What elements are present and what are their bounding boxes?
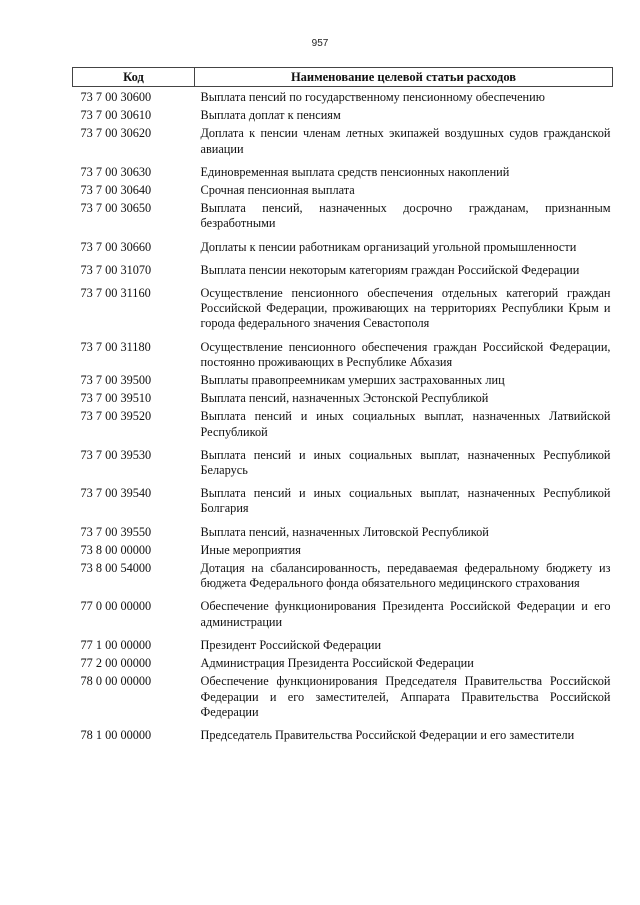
row-code: 73 7 00 30640 xyxy=(80,183,152,198)
header-code: Код xyxy=(73,68,195,87)
row-code: 73 7 00 30610 xyxy=(80,108,152,123)
row-name: Доплата к пенсии членам летных экипажей воздушных судов гражданской авиации xyxy=(200,126,611,156)
table-row xyxy=(73,725,613,743)
row-code: 73 7 00 30660 xyxy=(80,239,152,254)
row-code: 73 7 00 31160 xyxy=(80,286,151,301)
row-name: Выплата пенсий и иных социальных выплат, назначенных Республикой Болгария xyxy=(200,486,611,516)
table-row xyxy=(73,260,613,283)
header-name: Наименование целевой статьи расходов xyxy=(195,68,613,87)
row-code: 77 0 00 00000 xyxy=(80,599,152,614)
row-code: 73 7 00 31070 xyxy=(80,262,152,277)
table-row xyxy=(73,406,613,444)
table-row xyxy=(73,105,613,123)
table-row xyxy=(73,445,613,483)
row-name: Доплаты к пенсии работникам организаций угольной промышленности xyxy=(200,239,577,254)
row-code: 78 0 00 00000 xyxy=(80,674,152,689)
row-name: Выплата пенсий по государственному пенсионному обеспечению xyxy=(200,90,545,104)
table-row xyxy=(73,283,613,337)
row-code: 73 7 00 39500 xyxy=(80,373,152,388)
row-name: Администрация Президента Российской Федерации xyxy=(200,656,474,671)
table-row xyxy=(73,237,613,260)
table-row xyxy=(73,558,613,596)
table-row xyxy=(73,370,613,388)
table-row xyxy=(73,483,613,521)
table-row xyxy=(73,635,613,653)
row-name: Обеспечение функционирования Председателя Правительства Российской Федерации и его заместителей, Аппарата Правительства Российской Федерации xyxy=(200,674,611,719)
table-row xyxy=(73,540,613,558)
row-code: 73 8 00 54000 xyxy=(80,561,152,576)
row-code: 78 1 00 00000 xyxy=(80,727,152,742)
row-name: Выплата пенсий, назначенных Литовской Республикой xyxy=(200,524,489,539)
row-code: 73 7 00 30600 xyxy=(80,90,152,104)
page-number: 957 xyxy=(311,38,329,49)
row-name: Выплата пенсий, назначенных досрочно гражданам, признанным безработными xyxy=(200,201,611,231)
table-row xyxy=(73,522,613,540)
table-row xyxy=(73,162,613,180)
row-code: 73 7 00 39530 xyxy=(80,447,152,462)
row-name: Обеспечение функционирования Президента Российской Федерации и его администрации xyxy=(200,599,611,629)
row-name: Выплаты правопреемникам умерших застрахованных лиц xyxy=(200,373,505,388)
row-code: 73 8 00 00000 xyxy=(80,542,152,557)
row-code: 73 7 00 39520 xyxy=(80,409,152,424)
table-header-row xyxy=(73,68,613,87)
row-code: 73 7 00 31180 xyxy=(80,339,151,354)
row-name: Выплата пенсии некоторым категориям граждан Российской Федерации xyxy=(200,262,580,277)
table-row xyxy=(73,198,613,236)
row-code: 73 7 00 30630 xyxy=(80,164,152,179)
table-row xyxy=(73,653,613,671)
row-name: Выплата пенсий и иных социальных выплат, назначенных Латвийской Республикой xyxy=(200,409,611,439)
row-code: 73 7 00 39510 xyxy=(80,391,152,406)
row-code: 73 7 00 30650 xyxy=(80,201,152,216)
row-code: 77 2 00 00000 xyxy=(80,656,152,671)
row-code: 73 7 00 30620 xyxy=(80,126,152,141)
row-code: 73 7 00 39550 xyxy=(80,524,152,539)
table-row xyxy=(73,388,613,406)
budget-items-table xyxy=(72,67,613,743)
row-name: Выплата доплат к пенсиям xyxy=(200,108,341,123)
row-name: Дотация на сбалансированность, передаваемая федеральному бюджету из бюджета Федерального фонда обязательного медицинского страхования xyxy=(200,561,611,591)
row-name: Выплата пенсий, назначенных Эстонской Республикой xyxy=(200,391,489,406)
row-code: 77 1 00 00000 xyxy=(80,637,152,652)
table-row xyxy=(73,87,613,106)
row-name: Осуществление пенсионного обеспечения граждан Российской Федерации, постоянно проживающих в Республике Абхазия xyxy=(200,339,611,369)
row-name: Осуществление пенсионного обеспечения отдельных категорий граждан Российской Федерации, проживающих на территориях Республики Крым и города федерального значения Севастополя xyxy=(200,286,611,331)
row-name: Срочная пенсионная выплата xyxy=(200,183,355,198)
row-name: Президент Российской Федерации xyxy=(200,637,382,652)
row-name: Иные мероприятия xyxy=(200,542,301,557)
table-row xyxy=(73,596,613,634)
row-code: 73 7 00 39540 xyxy=(80,486,152,501)
table-row xyxy=(73,337,613,370)
table-row xyxy=(73,123,613,161)
row-name: Выплата пенсий и иных социальных выплат, назначенных Республикой Беларусь xyxy=(200,447,611,478)
table-row xyxy=(73,180,613,198)
row-name: Председатель Правительства Российской Федерации и его заместители xyxy=(200,727,575,742)
row-name: Единовременная выплата средств пенсионных накоплений xyxy=(200,164,510,179)
table-row xyxy=(73,671,613,725)
